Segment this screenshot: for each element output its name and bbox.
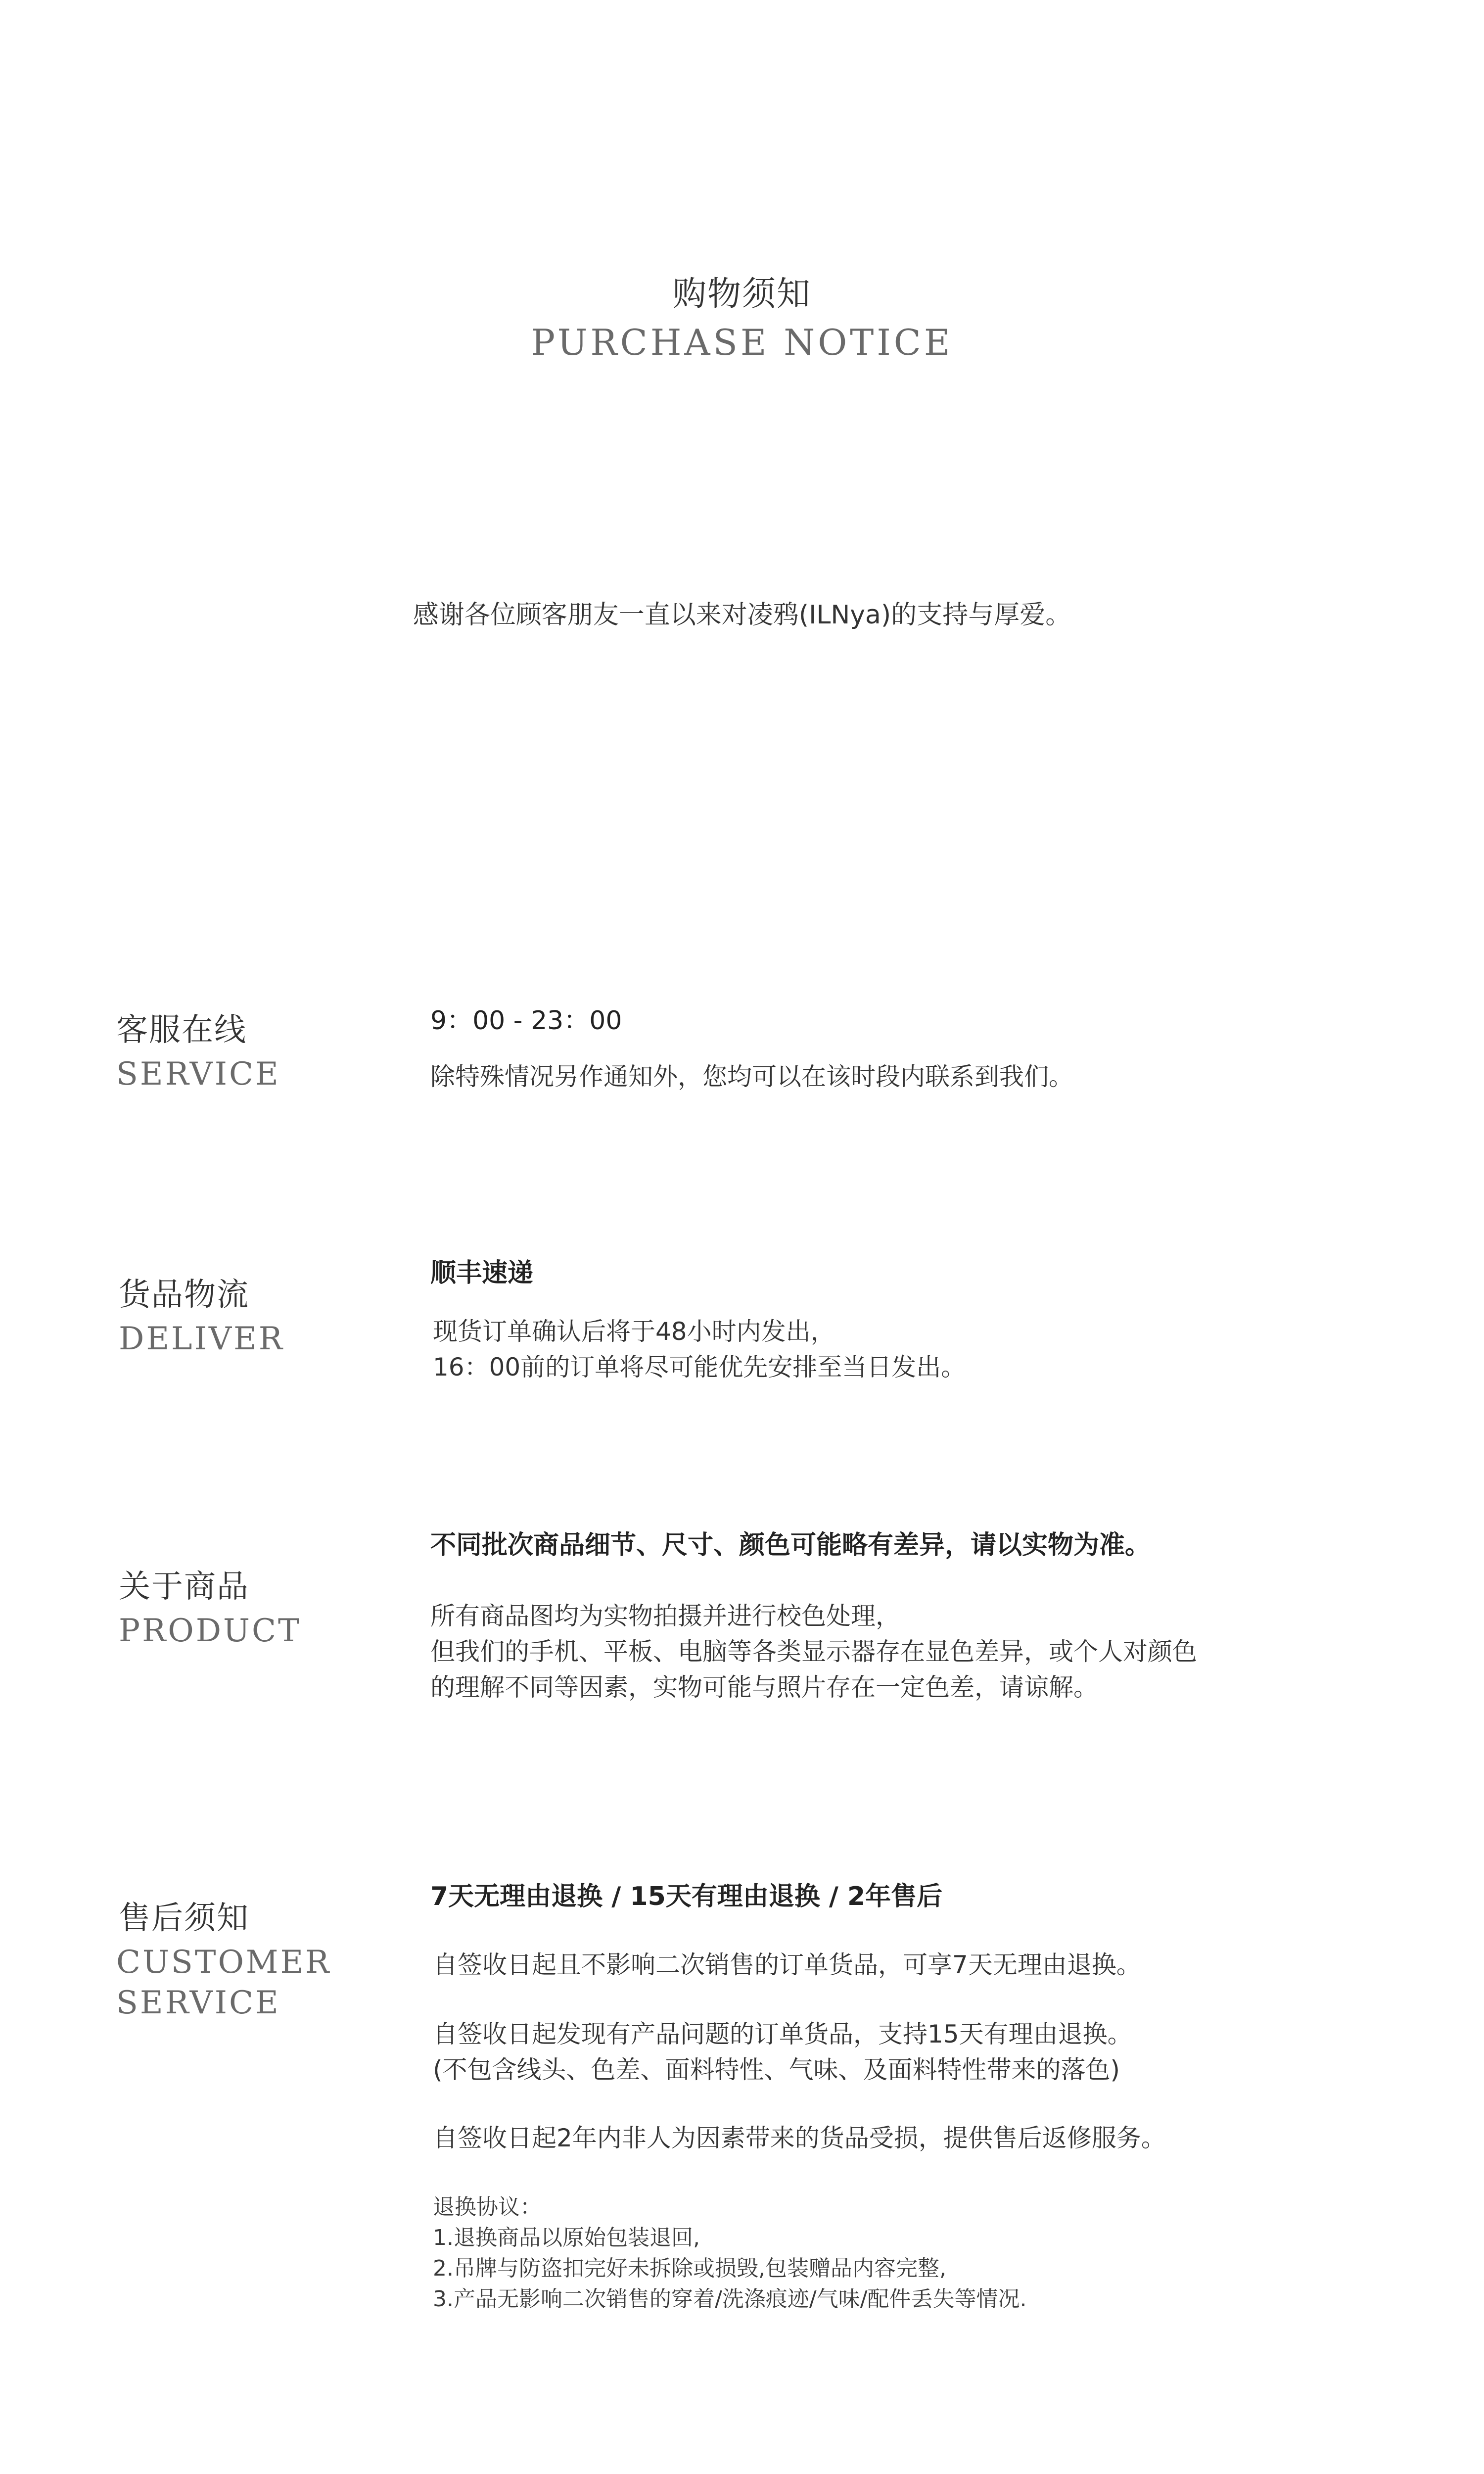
customer-service-title-cn: 售后须知 — [119, 1900, 249, 1937]
product-heading: 不同批次商品细节、尺寸、颜色可能略有差异，请以实物为准。 — [430, 1530, 1151, 1560]
product-title-cn: 关于商品 — [119, 1569, 249, 1605]
service-desc: 除特殊情况另作通知外，您均可以在该时段内联系到我们。 — [430, 1062, 1073, 1091]
customer-service-title-en-line: SERVICE — [116, 1985, 280, 2021]
customer-service-p2-line: 自签收日起发现有产品问题的订单货品，支持15天有理由退换。 — [433, 2020, 1132, 2048]
deliver-line: 现货订单确认后将于48小时内发出， — [433, 1317, 835, 1346]
customer-service-heading: 7天无理由退换 / 15天有理由退换 / 2年售后 — [430, 1882, 943, 1911]
product-line: 但我们的手机、平板、电脑等各类显示器存在显色差异，或个人对颜色 — [430, 1637, 1197, 1666]
return-agreement — [433, 2192, 1026, 2315]
customer-service-p2 — [433, 2016, 1132, 2088]
deliver-heading: 顺丰速递 — [430, 1258, 534, 1288]
deliver-title-cn: 货品物流 — [119, 1277, 249, 1313]
customer-service-p2-line: (不包含线头、色差、面料特性、气味、及面料特性带来的落色) — [433, 2055, 1120, 2084]
product-title-en: PRODUCT — [119, 1613, 301, 1649]
customer-service-title-en — [116, 1942, 331, 2023]
deliver-line: 16：00前的订单将尽可能优先安排至当日发出。 — [433, 1353, 966, 1381]
page-title-cn: 购物须知 — [672, 275, 811, 314]
return-agreement-line: 退换协议： — [433, 2194, 542, 2220]
washing-heading — [430, 2469, 688, 2474]
service-title-cn: 客服在线 — [116, 1012, 247, 1048]
product-line: 所有商品图均为实物拍摄并进行校色处理， — [430, 1602, 900, 1630]
product-line: 的理解不同等因素，实物可能与照片存在一定色差，请谅解。 — [430, 1673, 1098, 1702]
customer-service-p3: 自签收日起2年内非人为因素带来的货品受损，提供售后返修服务。 — [433, 2124, 1166, 2152]
service-title-en: SERVICE — [116, 1056, 280, 1093]
service-hours: 9：00 - 23：00 — [430, 1006, 622, 1036]
deliver-desc — [433, 1314, 966, 1385]
return-agreement-line: 3.产品无影响二次销售的穿着/洗涤痕迹/气味/配件丢失等情况. — [433, 2286, 1027, 2312]
page-title-en: PURCHASE NOTICE — [531, 322, 953, 363]
product-desc — [430, 1598, 1197, 1705]
intro-text: 感谢各位顾客朋友一直以来对凌鸦(ILNya)的支持与厚爱。 — [413, 600, 1071, 630]
return-agreement-line: 2.吊牌与防盗扣完好未拆除或损毁,包装赠品内容完整, — [433, 2256, 946, 2281]
customer-service-title-en-line: CUSTOMER — [116, 1944, 331, 1981]
deliver-title-en: DELIVER — [119, 1321, 284, 1357]
customer-service-p1: 自签收日起且不影响二次销售的订单货品，可享7天无理由退换。 — [433, 1951, 1141, 1979]
return-agreement-line: 1.退换商品以原始包装退回, — [433, 2225, 700, 2250]
